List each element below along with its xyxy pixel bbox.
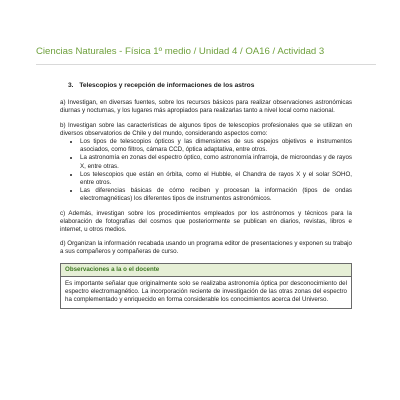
paragraph-a: a) Investigan, en diversas fuentes, sobre los recursos básicos para realizar observaciones astronómicas diurnas y nocturnas, y los lugares más apropiados para realizarlas tanto a nivel local como nacional. [60, 99, 352, 115]
list-item: • La astronomía en zonas del espectro óptico, como astronomía infrarroja, de microondas y de rayos X, entre otras. [80, 154, 352, 170]
section-title [68, 82, 352, 90]
paragraph-c: c) Además, investigan sobre los procedimientos empleados por los astrónomos y técnicos para la elaboración de fotografías del cosmos que posteriormente se publican en diarios, revistas, libros e internet, u otros medios. [60, 209, 352, 234]
list-item: • Los tipos de telescopios ópticos y las dimensiones de sus espejos objetivos e instrumentos asociados, como filtros, cámara CCD, óptica adaptativa, entre otros. [80, 138, 352, 154]
paragraph-d: d) Organizan la información recabada usando un programa editor de presentaciones y exponen su trabajo a sus compañeros y compañeras de curso. [60, 240, 352, 256]
paragraph-b-intro: b) Investigan sobre las características de algunos tipos de telescopios profesionales que se utilizan en diversos observatorios de Chile y del mundo, considerando aspectos como: [60, 121, 352, 137]
observations-body: Es importante señalar que originalmente solo se realizaba astronomía óptica por desconocimiento del espectro electromagnético. La incorporación reciente de investigación de las otras zonas del espectro ha complementado y enriquecido en forma considerable los conocimientos acerca del Universo. [65, 279, 347, 304]
section-title-text: Telescopios y recepción de informaciones de los astros [79, 82, 255, 89]
list-item: • Las diferencias básicas de cómo reciben y procesan la información (tipos de ondas electromagnéticas) los diferentes tipos de instrumentos astronómicos. [80, 187, 352, 203]
header-divider [36, 64, 376, 65]
observations-title: Observaciones a la o el docente [61, 264, 351, 277]
section-number: 3. [68, 82, 74, 89]
document-body [60, 82, 352, 309]
list-item: • Los telescopios que están en órbita, como el Hubble, el Chandra de rayos X y el solar SOHO, entre otros. [80, 171, 352, 187]
paragraph-b-list [60, 138, 352, 204]
page-header: Ciencias Naturales - Física 1º medio / Unidad 4 / OA16 / Actividad 3 [36, 46, 325, 57]
teacher-observations-box [60, 263, 352, 310]
